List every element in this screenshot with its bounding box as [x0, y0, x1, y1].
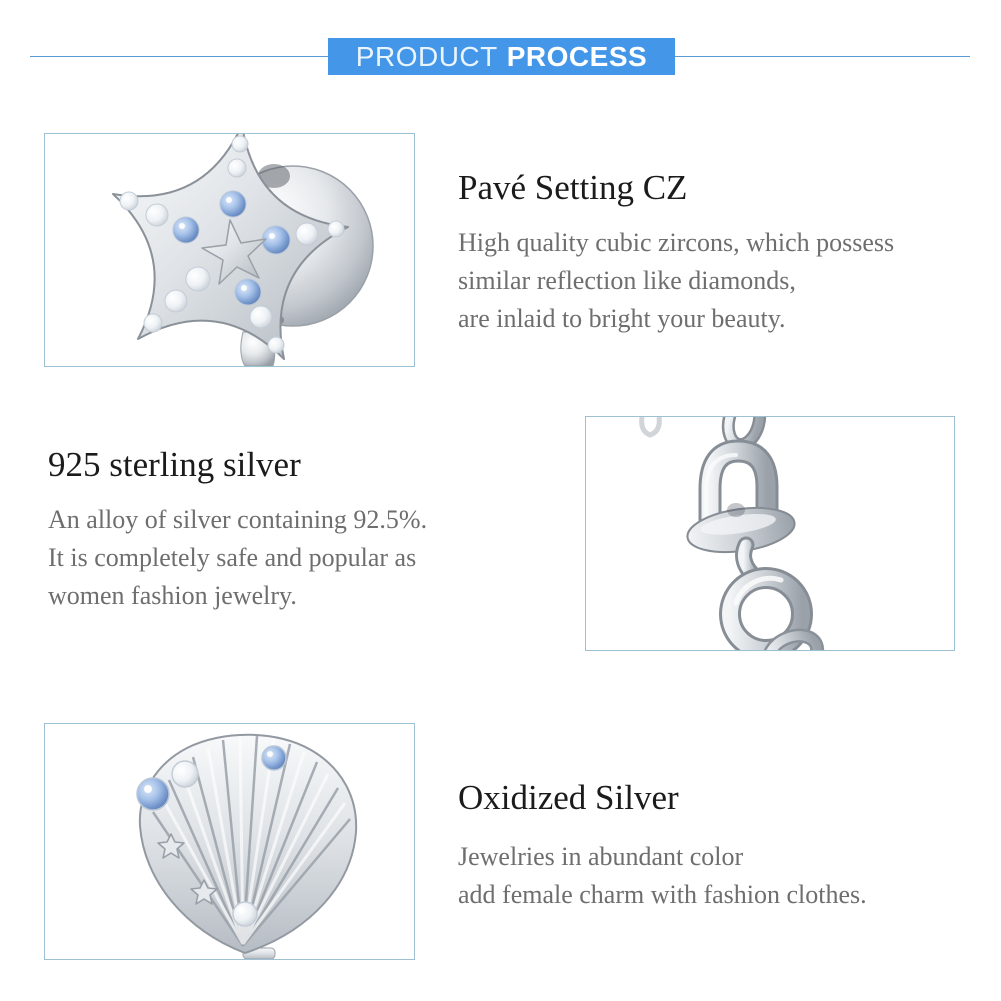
description-line: High quality cubic zircons, which possess	[458, 228, 895, 257]
product-process-banner	[328, 38, 675, 75]
section-heading-925-sterling-silver: 925 sterling silver	[48, 445, 301, 484]
description-line: add female charm with fashion clothes.	[458, 880, 867, 909]
section-heading-oxidized-silver: Oxidized Silver	[458, 778, 679, 817]
starfish-charm-image	[45, 134, 414, 366]
description-line: It is completely safe and popular as	[48, 543, 417, 572]
description-line: women fashion jewelry.	[48, 581, 297, 610]
description-line: An alloy of silver containing 92.5%.	[48, 505, 428, 534]
header-rule-right	[675, 56, 970, 57]
shell-charm-photo-frame	[44, 723, 415, 960]
section-description-925-sterling-silver	[48, 501, 427, 615]
section-description-pave-setting-cz	[458, 224, 894, 338]
starfish-charm-photo-frame	[44, 133, 415, 367]
section-description-oxidized-silver	[458, 838, 867, 914]
banner-title-regular: PRODUCT	[355, 40, 498, 72]
section-heading-pave-setting-cz: Pavé Setting CZ	[458, 168, 688, 207]
silver-chain-image	[586, 417, 954, 650]
header-rule-left	[30, 56, 328, 57]
description-line: Jewelries in abundant color	[458, 842, 744, 871]
banner-title-bold: PROCESS	[506, 40, 648, 72]
shell-charm-image	[45, 724, 414, 959]
description-line: are inlaid to bright your beauty.	[458, 304, 786, 333]
silver-chain-photo-frame	[585, 416, 955, 651]
description-line: similar reflection like diamonds,	[458, 266, 796, 295]
